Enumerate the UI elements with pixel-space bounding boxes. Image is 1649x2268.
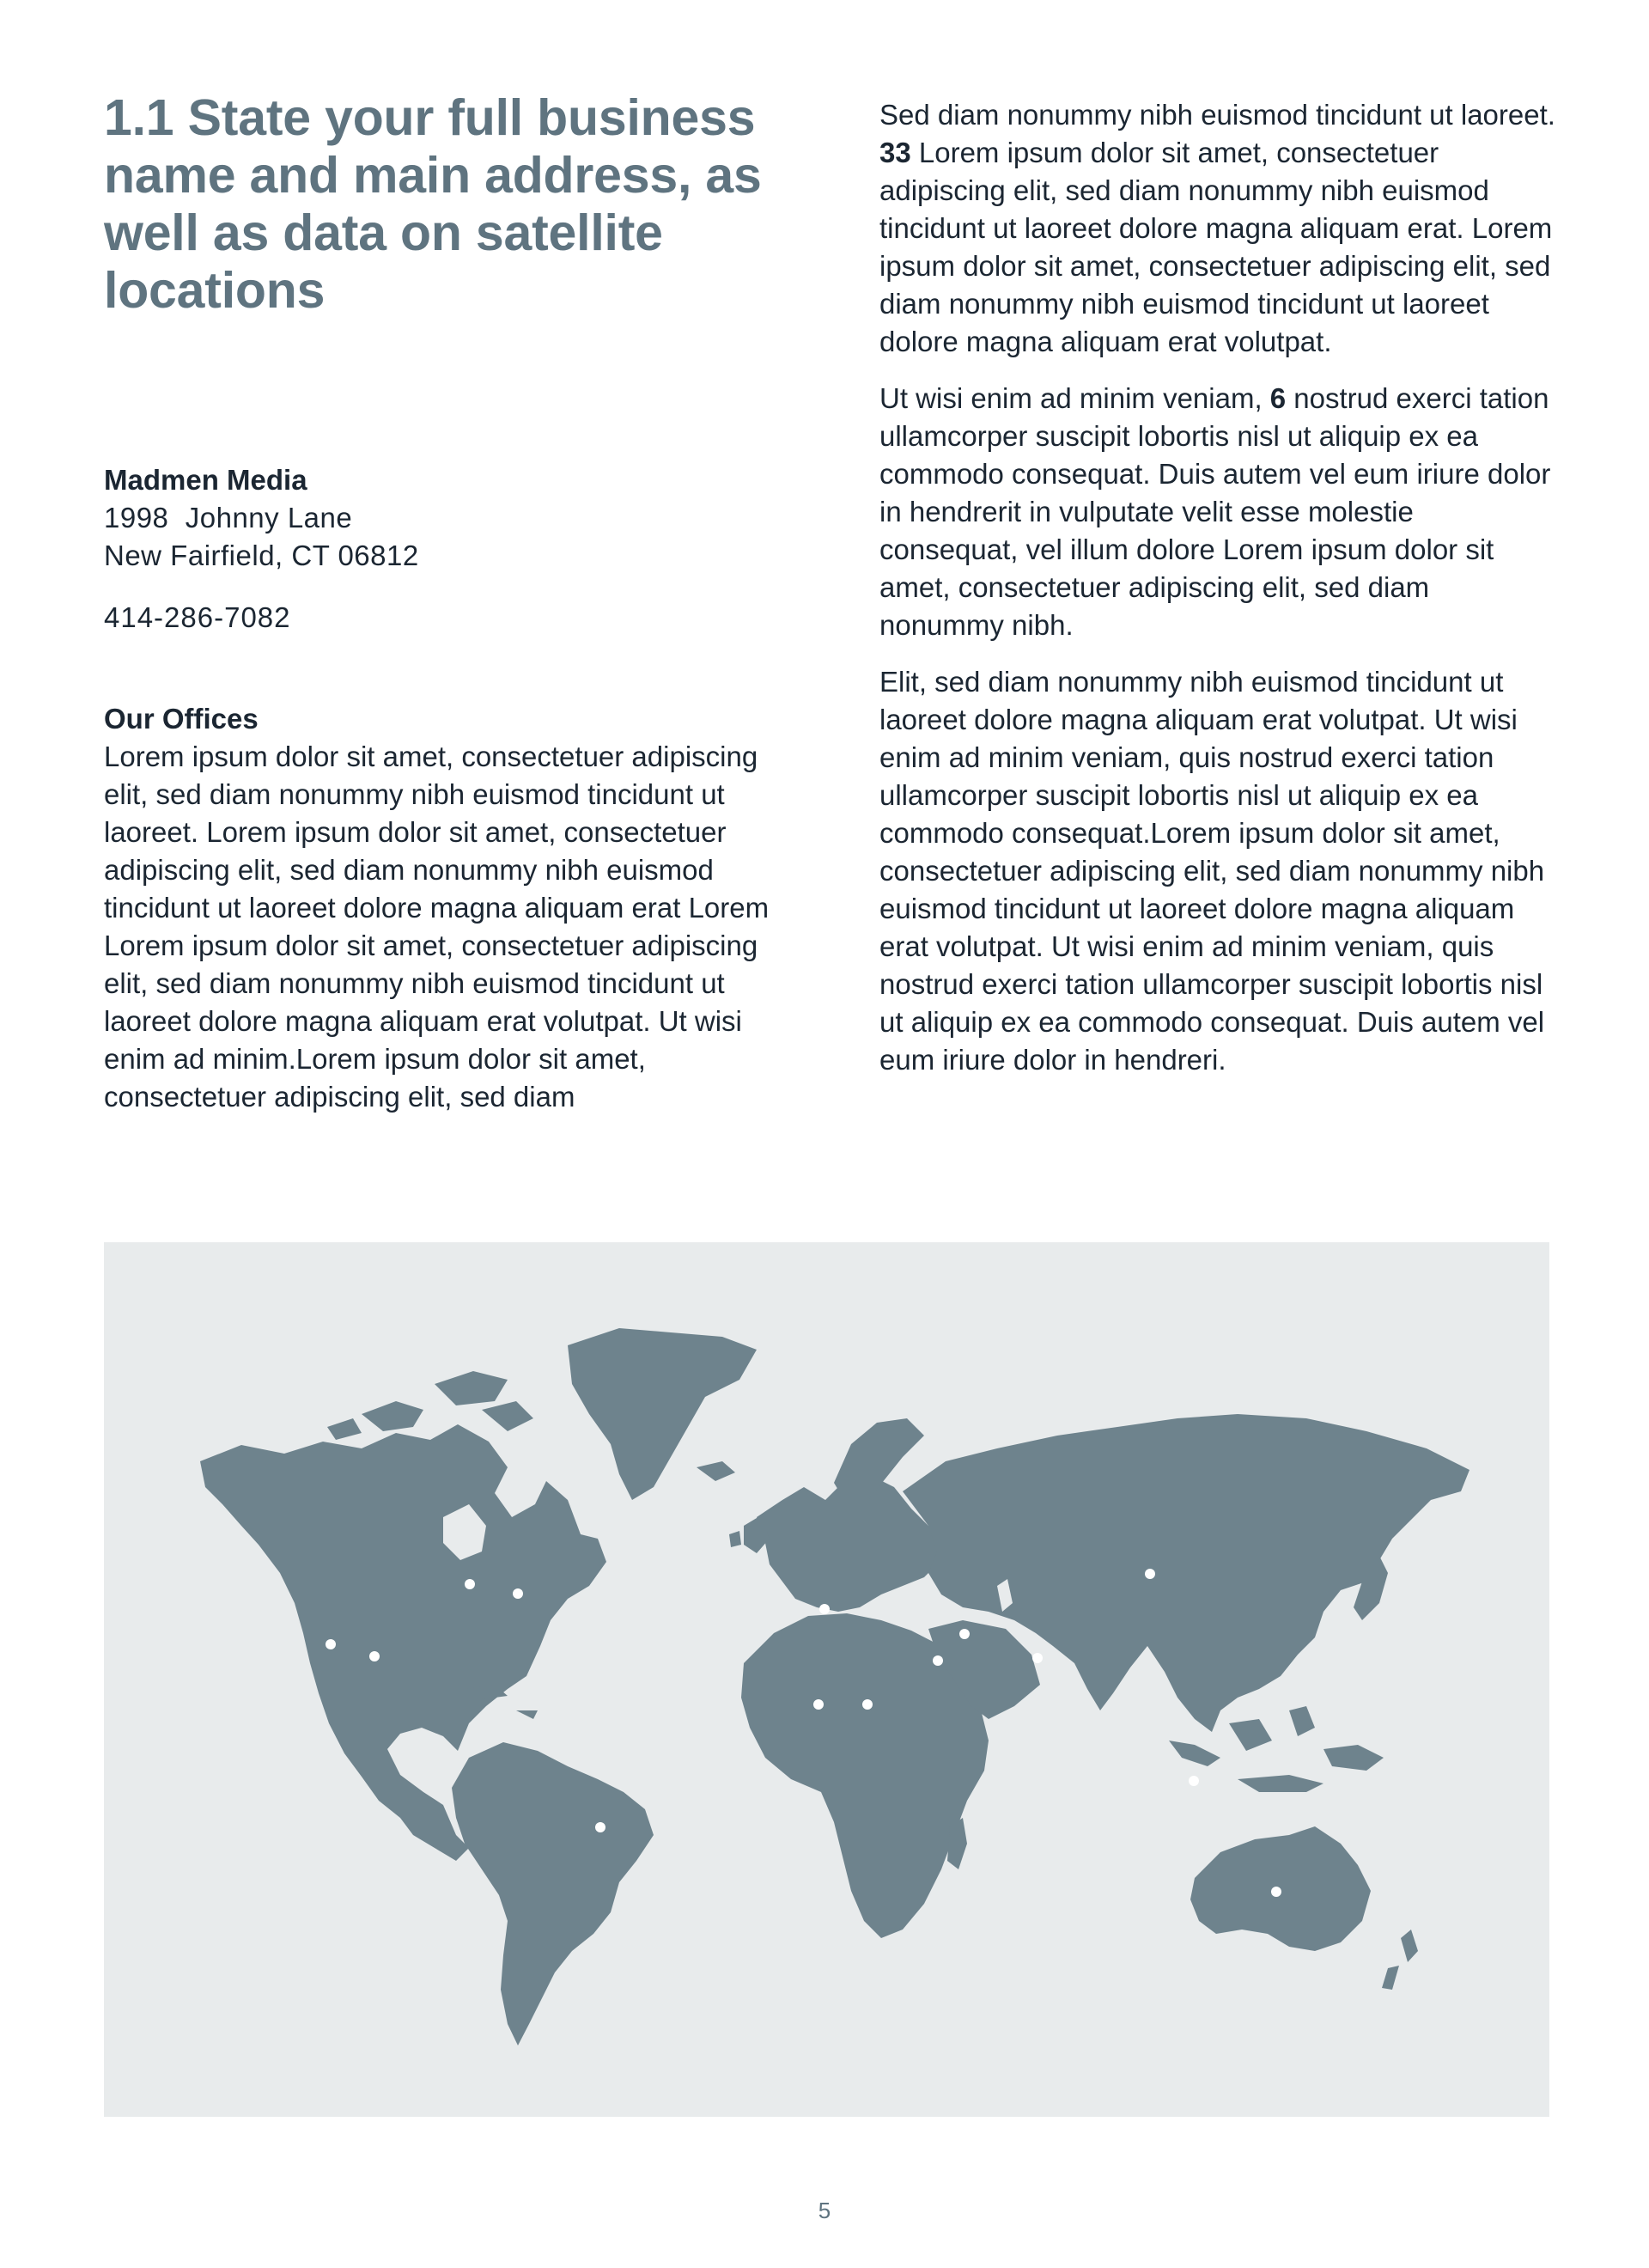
australia-shape [1190, 1826, 1371, 1951]
office-marker [513, 1588, 523, 1599]
page-title: 1.1 State your full business name and main address, as well as data on satellite locations [104, 89, 762, 319]
world-map [104, 1242, 1549, 2117]
company-contact-block [104, 461, 774, 637]
office-marker [326, 1639, 336, 1649]
office-marker [465, 1579, 475, 1589]
paragraph-2 [879, 380, 1558, 644]
paragraph-2-bold-number: 6 [1269, 382, 1287, 414]
phone-number: 414-286-7082 [104, 601, 291, 633]
office-marker [959, 1629, 970, 1639]
paragraph-1-text-b: Lorem ipsum dolor sit amet, consectetuer adipiscing elit, sed diam nonummy nibh euismod tincidunt ut laoreet dolore magna aliquam erat. Lorem ipsum dolor sit amet, consectetuer adipiscing elit, sed diam nonummy nibh euismod tincidunt ut laoreet dolore magna aliquam erat volutpat. [879, 137, 1553, 357]
office-marker [933, 1655, 943, 1666]
paragraph-1-bold-number: 33 [879, 137, 911, 168]
right-column [879, 96, 1558, 1098]
office-marker [1271, 1887, 1281, 1897]
page-number: 5 [818, 2198, 831, 2223]
continents [200, 1328, 1469, 2045]
left-column [104, 89, 774, 1116]
office-marker [819, 1604, 830, 1614]
address-line-2: New Fairfield, CT 06812 [104, 540, 419, 571]
paragraph-2-text-a: Ut wisi enim ad minim veniam, [879, 382, 1270, 414]
paragraph-1 [879, 96, 1558, 361]
offices-body-text: Lorem ipsum dolor sit amet, consectetuer adipiscing elit, sed diam nonummy nibh euismod tincidunt ut laoreet. Lorem ipsum dolor sit amet, consectetuer adipiscing elit, sed diam nonummy nibh euismod tincidunt ut laoreet dolore magna aliquam erat Lorem Lorem ipsum dolor sit amet, consectetuer adipiscing elit, sed diam nonummy nibh euismod tincidunt ut laoreet dolore magna aliquam erat volutpat. Ut wisi enim ad minim.Lorem ipsum dolor sit amet, consectetuer adipiscing elit, sed diam [104, 741, 770, 1113]
office-marker [1032, 1653, 1043, 1663]
office-marker [1189, 1776, 1199, 1786]
company-name: Madmen Media [104, 464, 307, 496]
south-america-shape [452, 1742, 654, 2045]
paragraph-2-text-b: nostrud exerci tation ullamcorper suscipit lobortis nisl ut aliquip ex ea commodo consequat. Duis autem vel eum iriure dolor in hendrerit in vulputate velit esse molestie consequat, vel illum dolore Lorem ipsum dolor sit amet, consectetuer adipiscing elit, sed diam nonummy nibh. [879, 382, 1551, 641]
new-zealand-shape [1382, 1930, 1418, 1990]
address-line-1: 1998 Johnny Lane [104, 502, 353, 533]
office-marker [595, 1822, 605, 1832]
office-marker [369, 1651, 380, 1661]
paragraph-3: Elit, sed diam nonummy nibh euismod tincidunt ut laoreet dolore magna aliquam erat volutpat. Ut wisi enim ad minim veniam, quis nostrud exerci tation ullamcorper suscipit lobortis nisl ut aliquip ex ea commodo consequat.Lorem ipsum dolor sit amet, consectetuer adipiscing elit, sed diam nonummy nibh euismod tincidunt ut laoreet dolore magna aliquam erat volutpat. Ut wisi enim ad minim veniam, quis nostrud exerci tation ullamcorper suscipit lobortis nisl ut aliquip ex ea commodo consequat. Duis autem vel eum iriure dolor in hendreri. [879, 666, 1545, 1076]
world-map-panel [104, 1242, 1549, 2117]
iceland-shape [697, 1461, 735, 1481]
paragraph-1-text-a: Sed diam nonummy nibh euismod tincidunt ut laoreet. [879, 99, 1555, 131]
arctic-islands-shape [327, 1371, 533, 1440]
offices-heading: Our Offices [104, 703, 259, 735]
office-marker [813, 1699, 824, 1710]
office-marker [1145, 1569, 1155, 1579]
office-marker [862, 1699, 873, 1710]
